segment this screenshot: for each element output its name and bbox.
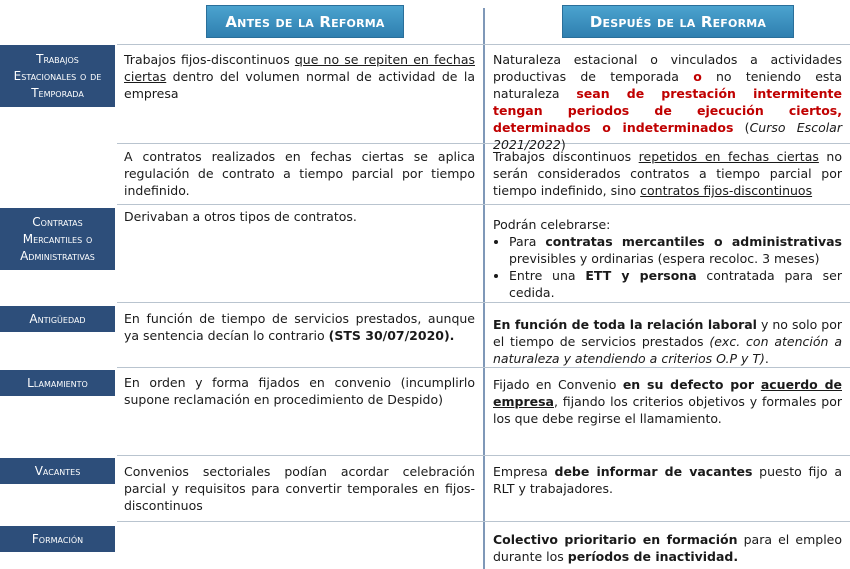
row-divider [117,521,850,522]
cell-antes-contratas: Derivaban a otros tipos de contratos. [124,209,357,224]
list-item: • Para contratas mercantiles o administrativas previsibles y ordinarias (espera recoloc. 3 meses) [509,233,842,267]
row-label-llamamiento: Llamamiento [0,370,115,396]
cell-antes-trabajos-estacionales: Trabajos fijos-discontinuos que no se repiten en fechas ciertas dentro del volumen normal de actividad de la empresa [124,52,475,101]
cell-antes-vacantes: Convenios sectoriales podían acordar celebración parcial y requisitos para convertir temporales en fijos-discontinuos [124,464,475,513]
cell-antes-llamamiento: En orden y forma fijados en convenio (incumplirlo supone reclamación en procedimiento de Despido) [124,375,475,407]
column-divider [483,8,485,569]
cell-antes-fechas-ciertas: A contratos realizados en fechas ciertas se aplica regulación de contrato a tiempo parcial por tiempo indefinido. [124,149,475,198]
cell-despues-contratas [493,216,842,301]
header-antes: Antes de la Reforma [206,5,404,38]
row-divider [117,44,850,45]
cell-despues-antiguedad: En función de toda la relación laboral y no solo por el tiempo de servicios prestados (exc. con atención a naturaleza y atendiendo a criterios O.P y T). [493,317,842,366]
header-despues: Después de la Reforma [562,5,794,38]
cell-antes-antiguedad: En función de tiempo de servicios prestados, aunque ya sentencia decían lo contrario (STS 30/07/2020). [124,311,475,343]
cell-despues-fechas-ciertas: Trabajos discontinuos repetidos en fechas ciertas no serán considerados contratos a tiempo parcial por tiempo indefinido, sino contratos fijos-discontinuos [493,149,843,198]
contratas-list [493,233,842,301]
list-item: • Entre una ETT y persona contratada para ser cedida. [509,267,842,301]
row-divider [117,455,850,456]
row-label-vacantes: Vacantes [0,458,115,484]
row-label-trabajos-estacionales: Trabajos Estacionales o de Temporada [0,45,115,107]
row-divider [117,302,850,303]
cell-despues-trabajos-estacionales: Naturaleza estacional o vinculados a actividades productivas de temporada o no teniendo esta naturaleza sean de prestación intermitente tengan periodos de ejecución ciertos, determinados o indeterminados (Curso Escolar 2021/2022) [493,52,842,152]
cell-despues-llamamiento: Fijado en Convenio en su defecto por acuerdo de empresa, fijando los criterios objetivos y formales por los que debe regirse el llamamiento. [493,377,842,426]
row-divider [117,204,850,205]
contratas-intro: Podrán celebrarse: [493,217,611,232]
row-label-formacion: Formación [0,526,115,552]
cell-despues-vacantes: Empresa debe informar de vacantes puesto fijo a RLT y trabajadores. [493,464,842,496]
row-label-antiguedad: Antigüedad [0,306,115,332]
row-label-contratas: Contratas Mercantiles o Administrativas [0,208,115,270]
row-divider [117,367,850,368]
cell-despues-formacion: Colectivo prioritario en formación para el empleo durante los períodos de inactividad. [493,532,843,564]
